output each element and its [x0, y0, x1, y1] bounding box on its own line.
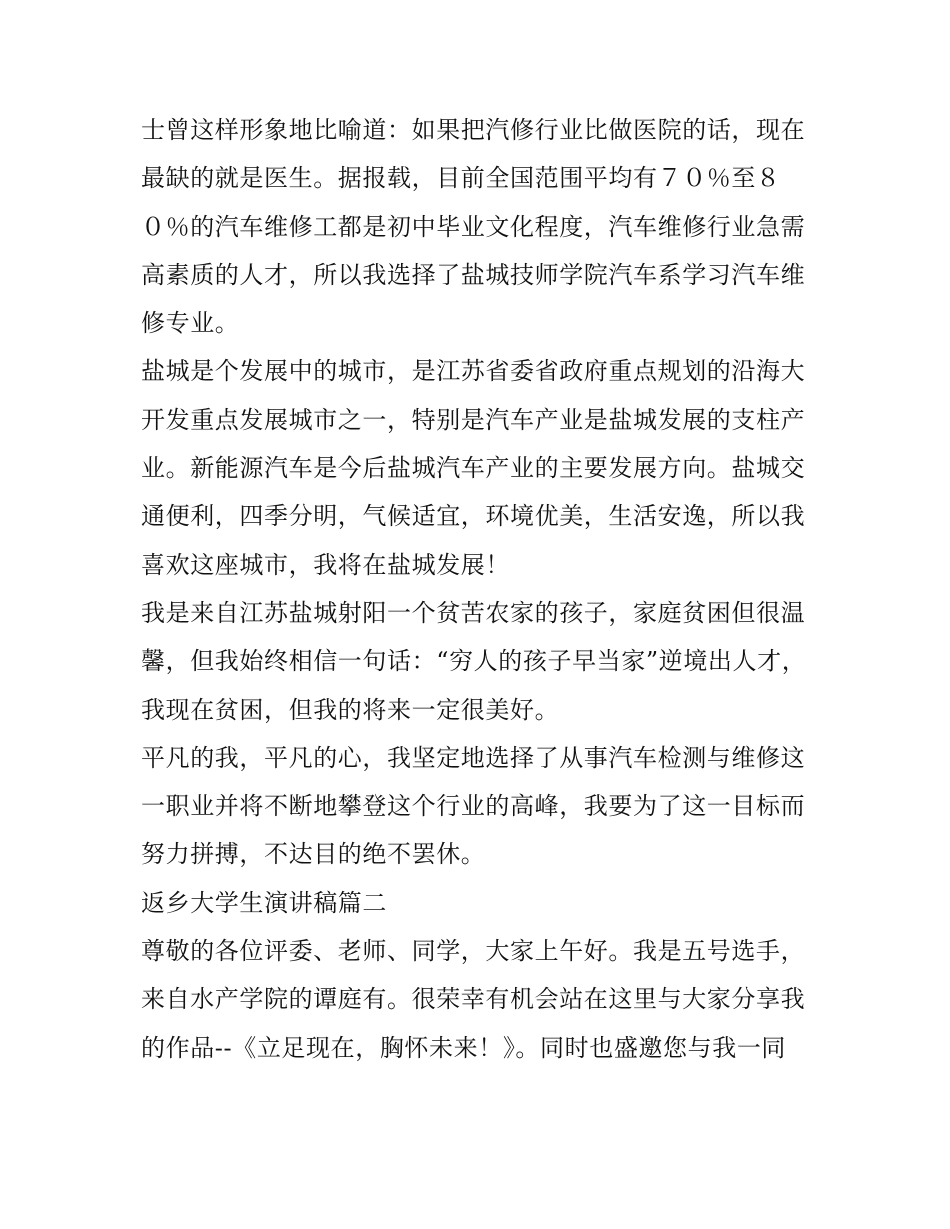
document-body — [141, 106, 811, 1072]
text-line: 努力拼搏，不达目的绝不罢休。 — [141, 840, 486, 869]
text-line: 最缺的就是医生。据报载，目前全国范围平均有７０％至８ — [141, 164, 781, 193]
text-line: 平凡的我，平凡的心，我坚定地选择了从事汽车检测与维修这 — [141, 743, 806, 772]
text-line: 尊敬的各位评委、老师、同学，大家上午好。我是五号选手， — [141, 937, 806, 966]
text-line: 士曾这样形象地比喻道：如果把汽修行业比做医院的话，现在 — [141, 116, 806, 144]
section-heading: 返乡大学生演讲稿篇二 — [141, 888, 387, 917]
text-line: ０％的汽车维修工都是初中毕业文化程度，汽车维修行业急需 — [141, 212, 806, 241]
text-line: 的作品--《立足现在，胸怀未来！》。同时也盛邀您与我一同 — [141, 1033, 787, 1062]
text-line: 修专业。 — [141, 309, 240, 338]
text-line: 高素质的人才，所以我选择了盐城技师学院汽车系学习汽车维 — [141, 260, 806, 289]
text-line: 馨，但我始终相信一句话：“穷人的孩子早当家”逆境出人才， — [141, 647, 807, 676]
text-line: 我是来自江苏盐城射阳一个贫苦农家的孩子，家庭贫困但很温 — [141, 598, 806, 627]
text-line: 开发重点发展城市之一，特别是汽车产业是盐城发展的支柱产 — [141, 405, 806, 434]
text-line: 我现在贫困，但我的将来一定很美好。 — [141, 695, 560, 724]
text-line: 业。新能源汽车是今后盐城汽车产业的主要发展方向。盐城交 — [141, 454, 806, 483]
text-line: 通便利，四季分明，气候适宜，环境优美，生活安逸，所以我 — [141, 502, 806, 531]
text-line: 来自水产学院的谭庭有。很荣幸有机会站在这里与大家分享我 — [141, 985, 806, 1014]
text-line: 喜欢这座城市，我将在盐城发展！ — [141, 550, 510, 579]
text-line: 盐城是个发展中的城市，是江苏省委省政府重点规划的沿海大 — [141, 357, 806, 386]
text-line: 一职业并将不断地攀登这个行业的高峰，我要为了这一目标而 — [141, 792, 806, 821]
